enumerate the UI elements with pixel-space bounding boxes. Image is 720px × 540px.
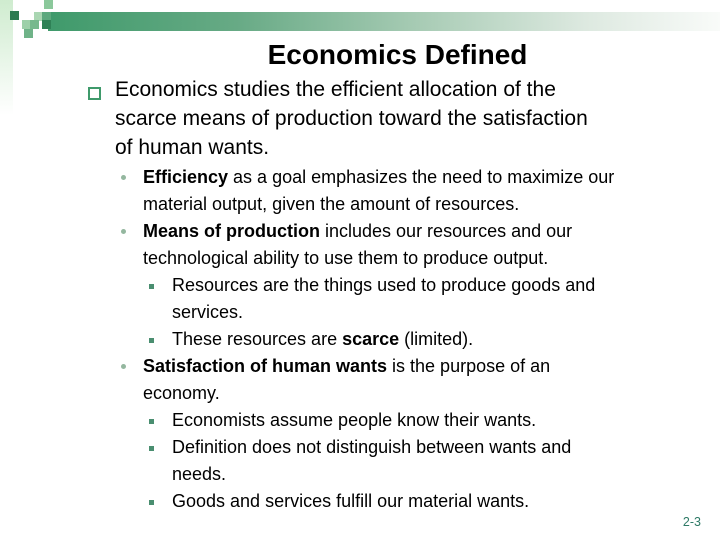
text-run: Economists assume people know their wants.	[172, 410, 537, 430]
small-square-bullet-icon	[149, 446, 154, 451]
page-number: 2-3	[682, 515, 701, 529]
lead-text-line: Economics studies the efficient allocation of the	[115, 78, 556, 101]
text-run: includes our resources and our	[320, 221, 573, 241]
text-run: services.	[172, 302, 244, 322]
mosaic-square-icon	[10, 11, 19, 20]
bullet-text-line	[172, 272, 688, 299]
text-run: needs.	[172, 464, 227, 484]
small-square-bullet-icon	[149, 284, 154, 289]
bullet-text-line	[172, 299, 688, 326]
small-square-bullet-icon	[149, 419, 154, 424]
text-run: Efficiency	[143, 167, 229, 187]
bullet-text-line	[172, 461, 688, 488]
bullet-item	[88, 326, 688, 353]
bullet-item	[88, 164, 688, 218]
mosaic-square-icon	[24, 29, 33, 38]
bullet-text-line	[143, 164, 688, 191]
mosaic-square-icon	[44, 0, 53, 9]
small-square-bullet-icon	[149, 338, 154, 343]
dot-bullet-icon	[121, 364, 126, 369]
dot-bullet-icon	[121, 175, 126, 180]
bullet-text-line	[143, 218, 688, 245]
bullet-item	[88, 218, 688, 272]
hollow-square-bullet-icon	[88, 87, 101, 100]
bullet-text-line	[172, 488, 688, 515]
bullet-list	[88, 164, 688, 515]
slide-title: Economics Defined	[267, 39, 528, 70]
mosaic-square-icon	[42, 20, 51, 29]
text-run: as a goal emphasizes the need to maximize our	[228, 167, 615, 187]
text-run: These resources are	[172, 329, 343, 349]
text-run: Resources are the things used to produce goods and	[172, 275, 596, 295]
header-gradient-bar	[48, 12, 720, 31]
text-run: (limited).	[399, 329, 474, 349]
lead-paragraph	[88, 75, 688, 162]
slide-body	[88, 75, 688, 515]
bullet-item	[88, 434, 688, 488]
bullet-text-line	[172, 407, 688, 434]
bullet-text-line	[172, 326, 688, 353]
bullet-text-line	[172, 434, 688, 461]
dot-bullet-icon	[121, 229, 126, 234]
lead-text-line: scarce means of production toward the satisfaction	[115, 107, 588, 130]
text-run: technological ability to use them to produce output.	[143, 248, 549, 268]
bullet-item	[88, 353, 688, 407]
bullet-item	[88, 272, 688, 326]
text-run: is the purpose of an	[387, 356, 551, 376]
text-run: Means of production	[143, 221, 320, 241]
text-run: Satisfaction of human wants	[143, 356, 388, 376]
text-run: Definition does not distinguish between wants and	[172, 437, 572, 457]
text-run: material output, given the amount of resources.	[143, 194, 520, 214]
text-run: economy.	[143, 383, 220, 403]
text-run: Goods and services fulfill our material wants.	[172, 491, 530, 511]
bullet-text-line	[143, 245, 688, 272]
small-square-bullet-icon	[149, 500, 154, 505]
bullet-text-line	[143, 380, 688, 407]
lead-text-line: of human wants.	[115, 136, 270, 159]
text-run: scarce	[342, 329, 400, 349]
bullet-text-line	[143, 191, 688, 218]
bullet-item	[88, 407, 688, 434]
bullet-text-line	[143, 353, 688, 380]
mosaic-square-icon	[30, 20, 39, 29]
bullet-item	[88, 488, 688, 515]
